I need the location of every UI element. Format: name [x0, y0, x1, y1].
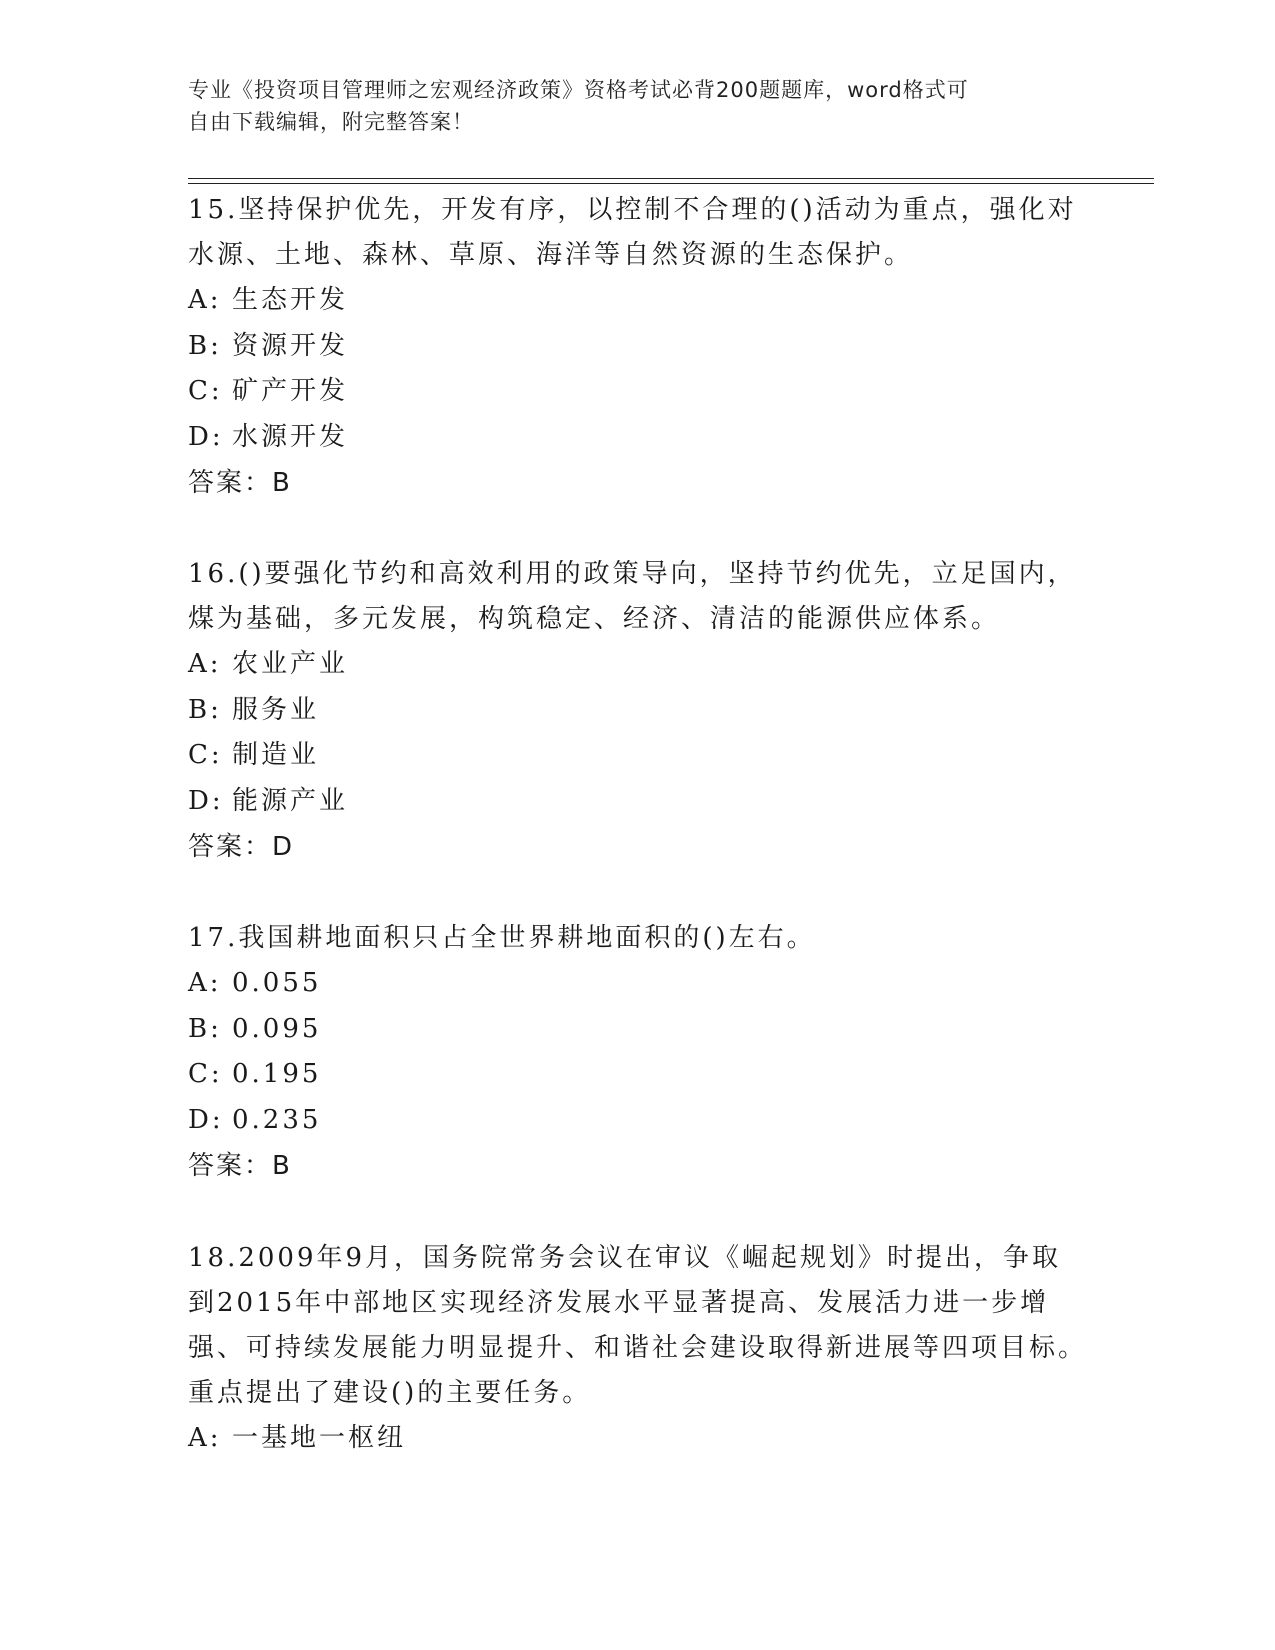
- question-text: 17.我国耕地面积只占全世界耕地面积的()左右。: [188, 923, 816, 953]
- answer-line: 答案：D: [188, 832, 295, 862]
- option-letter: B:: [188, 694, 222, 725]
- question-text: 15.坚持保护优先，开发有序，以控制不合理的()活动为重点，强化对水源、土地、森林、草原、海洋等自然资源的生态保护。: [188, 195, 1077, 270]
- question-15: [188, 188, 1088, 506]
- option-letter: D:: [188, 1104, 224, 1135]
- header-divider-top: [188, 178, 1154, 179]
- option-a: [188, 642, 1088, 688]
- option-letter: A:: [188, 968, 222, 998]
- option-text: 服务业: [232, 694, 320, 725]
- question-text: 16.()要强化节约和高效利用的政策导向，坚持节约优先，立足国内，煤为基础，多元发展，构筑稳定、经济、清洁的能源供应体系。: [188, 559, 1077, 634]
- question-18: [188, 1236, 1088, 1462]
- header-divider-bottom: [188, 183, 1154, 184]
- option-letter: D:: [188, 421, 224, 452]
- option-d: [188, 1098, 1088, 1144]
- option-letter: A:: [188, 285, 222, 315]
- answer-line: 答案：B: [188, 468, 292, 498]
- option-text: 0.055: [232, 968, 322, 998]
- option-d: [188, 415, 1088, 461]
- option-letter: C:: [188, 1059, 223, 1089]
- option-text: 农业产业: [232, 649, 349, 679]
- option-text: 0.235: [232, 1104, 322, 1135]
- option-a: [188, 1416, 1088, 1462]
- option-text: 0.195: [232, 1059, 322, 1089]
- option-b: [188, 324, 1088, 370]
- header-line-1: 专业《投资项目管理师之宏观经济政策》资格考试必背200题题库，word格式可: [188, 78, 969, 102]
- option-text: 制造业: [232, 740, 320, 770]
- answer-line: 答案：B: [188, 1151, 292, 1181]
- option-a: [188, 278, 1088, 324]
- option-letter: C:: [188, 740, 223, 770]
- option-text: 资源开发: [232, 330, 349, 361]
- option-letter: D:: [188, 785, 224, 816]
- option-text: 生态开发: [232, 285, 349, 315]
- document-header: [188, 74, 1088, 138]
- option-text: 矿产开发: [232, 376, 349, 406]
- option-c: [188, 369, 1088, 415]
- option-letter: A:: [188, 1423, 222, 1453]
- option-letter: B:: [188, 1013, 222, 1044]
- option-letter: C:: [188, 376, 223, 406]
- option-a: [188, 961, 1088, 1007]
- option-text: 能源产业: [232, 785, 349, 816]
- question-17: [188, 916, 1088, 1189]
- option-text: 一基地一枢纽: [232, 1423, 407, 1453]
- option-d: [188, 779, 1088, 825]
- option-b: [188, 1007, 1088, 1053]
- option-text: 水源开发: [232, 421, 349, 452]
- option-c: [188, 1052, 1088, 1098]
- option-letter: A:: [188, 649, 222, 679]
- option-letter: B:: [188, 330, 222, 361]
- option-c: [188, 733, 1088, 779]
- question-text: 18.2009年9月，国务院常务会议在审议《崛起规划》时提出，争取到2015年中部地区实现经济发展水平显著提高、发展活力进一步增强、可持续发展能力明显提升、和谐社会建设取得新进展等四项目标。重点提出了建设()的主要任务。: [188, 1243, 1088, 1408]
- option-text: 0.095: [232, 1013, 322, 1044]
- question-16: [188, 552, 1088, 870]
- option-b: [188, 688, 1088, 734]
- header-line-2: 自由下载编辑，附完整答案！: [188, 110, 474, 134]
